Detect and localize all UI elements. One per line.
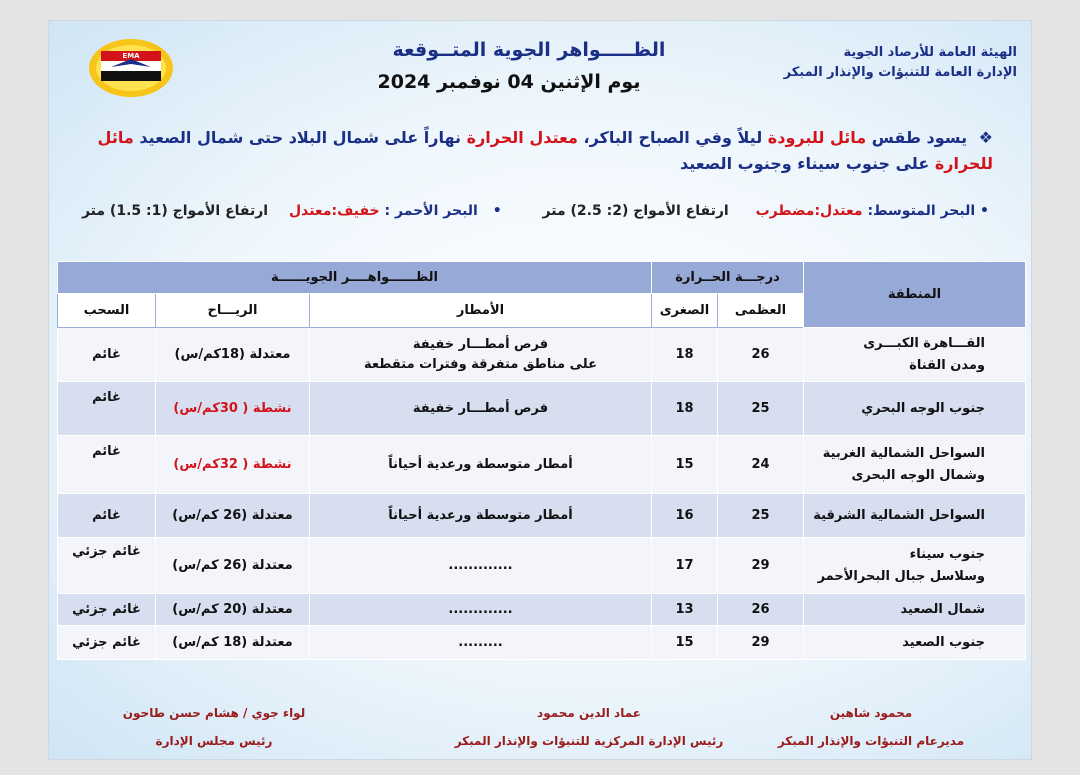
rain-text: أمطار متوسطة ورعدية أحياناً [310, 436, 652, 494]
forecast-table [57, 261, 1026, 660]
cloud-header: السحب [58, 294, 156, 328]
med-sea-state: معتدل:مضطرب [755, 203, 863, 219]
summary-highlight: معتدل الحرارة [466, 128, 578, 147]
cloud-text: غائم جزئي [58, 594, 156, 626]
summary-highlight: مائل للبرودة [767, 128, 867, 147]
min-temp: 15 [652, 436, 718, 494]
table-row [58, 494, 1026, 538]
cloud-text: غائم [58, 328, 156, 382]
cloud-text: غائم جزئي [58, 626, 156, 660]
region-name-line2: وسلاسل جبال البحرالأحمر [817, 568, 985, 584]
cloud-text: غائم [58, 382, 156, 436]
wind-text: معتدلة (26 كم/س) [156, 494, 310, 538]
rain-text-line2: على مناطق متفرقة وفترات متقطعة [364, 356, 597, 372]
wind-text: نشطة ( 30كم/س) [156, 382, 310, 436]
signature-board-chairman [89, 699, 339, 755]
table-row [58, 436, 1026, 494]
max-temp: 25 [718, 382, 804, 436]
logo-text: EMA [122, 52, 140, 60]
min-temp: 15 [652, 626, 718, 660]
cloud-text: غائم [58, 436, 156, 494]
signatory-title: رئيس الإدارة المركزية للتنبؤات والإنذار المبكر [454, 734, 724, 748]
rain-text: فرص أمطـــار خفيفة [310, 382, 652, 436]
phenomena-header: الظــــــواهــــر الجويــــــة [58, 262, 652, 294]
wind-text: معتدلة (20 كم/س) [156, 594, 310, 626]
min-temp: 16 [652, 494, 718, 538]
summary-text: على جنوب سيناء وجنوب الصعيد [679, 154, 930, 173]
wind-text: معتدلة (18 كم/س) [156, 626, 310, 660]
max-temp: 24 [718, 436, 804, 494]
min-temp: 18 [652, 328, 718, 382]
wind-text: معتدلة (26 كم/س) [156, 538, 310, 594]
red-sea-state: خفيف:معتدل [288, 203, 380, 219]
temperature-header: درجـــة الحــرارة [652, 262, 804, 294]
region-name: القـــاهرة الكبـــرى [863, 335, 985, 351]
signatory-name: محمود شاهين [829, 706, 913, 720]
signatory-title: مديرعام التنبؤات والإنذار المبكر [777, 734, 965, 748]
org-name: الهيئة العامة للأرصاد الجوية [843, 45, 1017, 60]
min-temp: 17 [652, 538, 718, 594]
cloud-text: غائم جزئي [58, 538, 156, 594]
forecast-date: يوم الإثنين 04 نوفمبر 2024 [377, 71, 641, 93]
max-temp: 29 [718, 538, 804, 594]
page-title: الظـــــواهر الجوية المتــوقعة [392, 39, 666, 61]
rain-text: ......... [310, 626, 652, 660]
sea-state [49, 203, 989, 219]
region-header: المنطقة [804, 262, 1026, 328]
signatory-title: رئيس مجلس الإدارة [155, 734, 273, 748]
table-row [58, 382, 1026, 436]
region-name: السواحل الشمالية الشرقية [813, 507, 985, 523]
summary-text: نهاراً على شمال البلاد حتى شمال الصعيد [139, 128, 462, 147]
rain-text: فرص أمطـــار خفيفة [412, 336, 549, 352]
signatory-name: عماد الدين محمود [537, 706, 641, 720]
min-temp-header: الصغرى [652, 294, 718, 328]
region-name-line2: وشمال الوجه البحرى [851, 467, 985, 483]
rain-text: ............. [310, 594, 652, 626]
table-row [58, 328, 1026, 382]
table-row [58, 538, 1026, 594]
summary-bullet-icon: ❖ [978, 128, 993, 147]
organization-header [784, 43, 1017, 83]
max-temp: 29 [718, 626, 804, 660]
signature-forecast-director [751, 699, 991, 755]
med-sea-label: البحر المتوسط: [867, 203, 976, 219]
table-row [58, 594, 1026, 626]
summary-text: يسود طقس [871, 128, 968, 147]
forecast-sheet [48, 20, 1032, 760]
region-name: جنوب الوجه البحري [861, 400, 985, 416]
sea-bullet-icon: • [980, 203, 989, 219]
region-name: جنوب الصعيد [902, 634, 985, 650]
region-name: شمال الصعيد [900, 601, 985, 617]
summary-text: ليلاً وفي الصباح الباكر، [583, 128, 763, 147]
region-name: السواحل الشمالية الغربية [822, 445, 985, 461]
wind-header: الريـــاح [156, 294, 310, 328]
min-temp: 18 [652, 382, 718, 436]
med-sea-waves: ارتفاع الأمواج (2: 2.5) متر [542, 203, 729, 219]
rain-header: الأمطار [310, 294, 652, 328]
region-name-line2: ومدن القناة [909, 357, 985, 373]
max-temp: 26 [718, 594, 804, 626]
min-temp: 13 [652, 594, 718, 626]
red-sea-label: البحر الأحمر : [384, 203, 478, 219]
max-temp-header: العظمى [718, 294, 804, 328]
org-department: الإدارة العامة للتنبؤات والإنذار المبكر [783, 65, 1017, 80]
wind-text: نشطة ( 32كم/س) [156, 436, 310, 494]
cloud-text: غائم [58, 494, 156, 538]
signature-central-director [429, 699, 749, 755]
rain-text: أمطار متوسطة ورعدية أحياناً [310, 494, 652, 538]
max-temp: 25 [718, 494, 804, 538]
ema-logo-icon [87, 37, 175, 99]
rain-text: ............. [310, 538, 652, 594]
sea-bullet-icon: • [492, 203, 502, 219]
wind-text: معتدلة (18كم/س) [156, 328, 310, 382]
summary-highlight: مائل للحرارة [97, 128, 993, 173]
max-temp: 26 [718, 328, 804, 382]
region-name: جنوب سيناء [909, 546, 985, 562]
table-row [58, 626, 1026, 660]
signatory-name: لواء جوي / هشام حسن طاحون [122, 706, 306, 720]
weather-summary [93, 125, 993, 177]
red-sea-waves: ارتفاع الأمواج (1: 1.5) متر [81, 203, 269, 219]
